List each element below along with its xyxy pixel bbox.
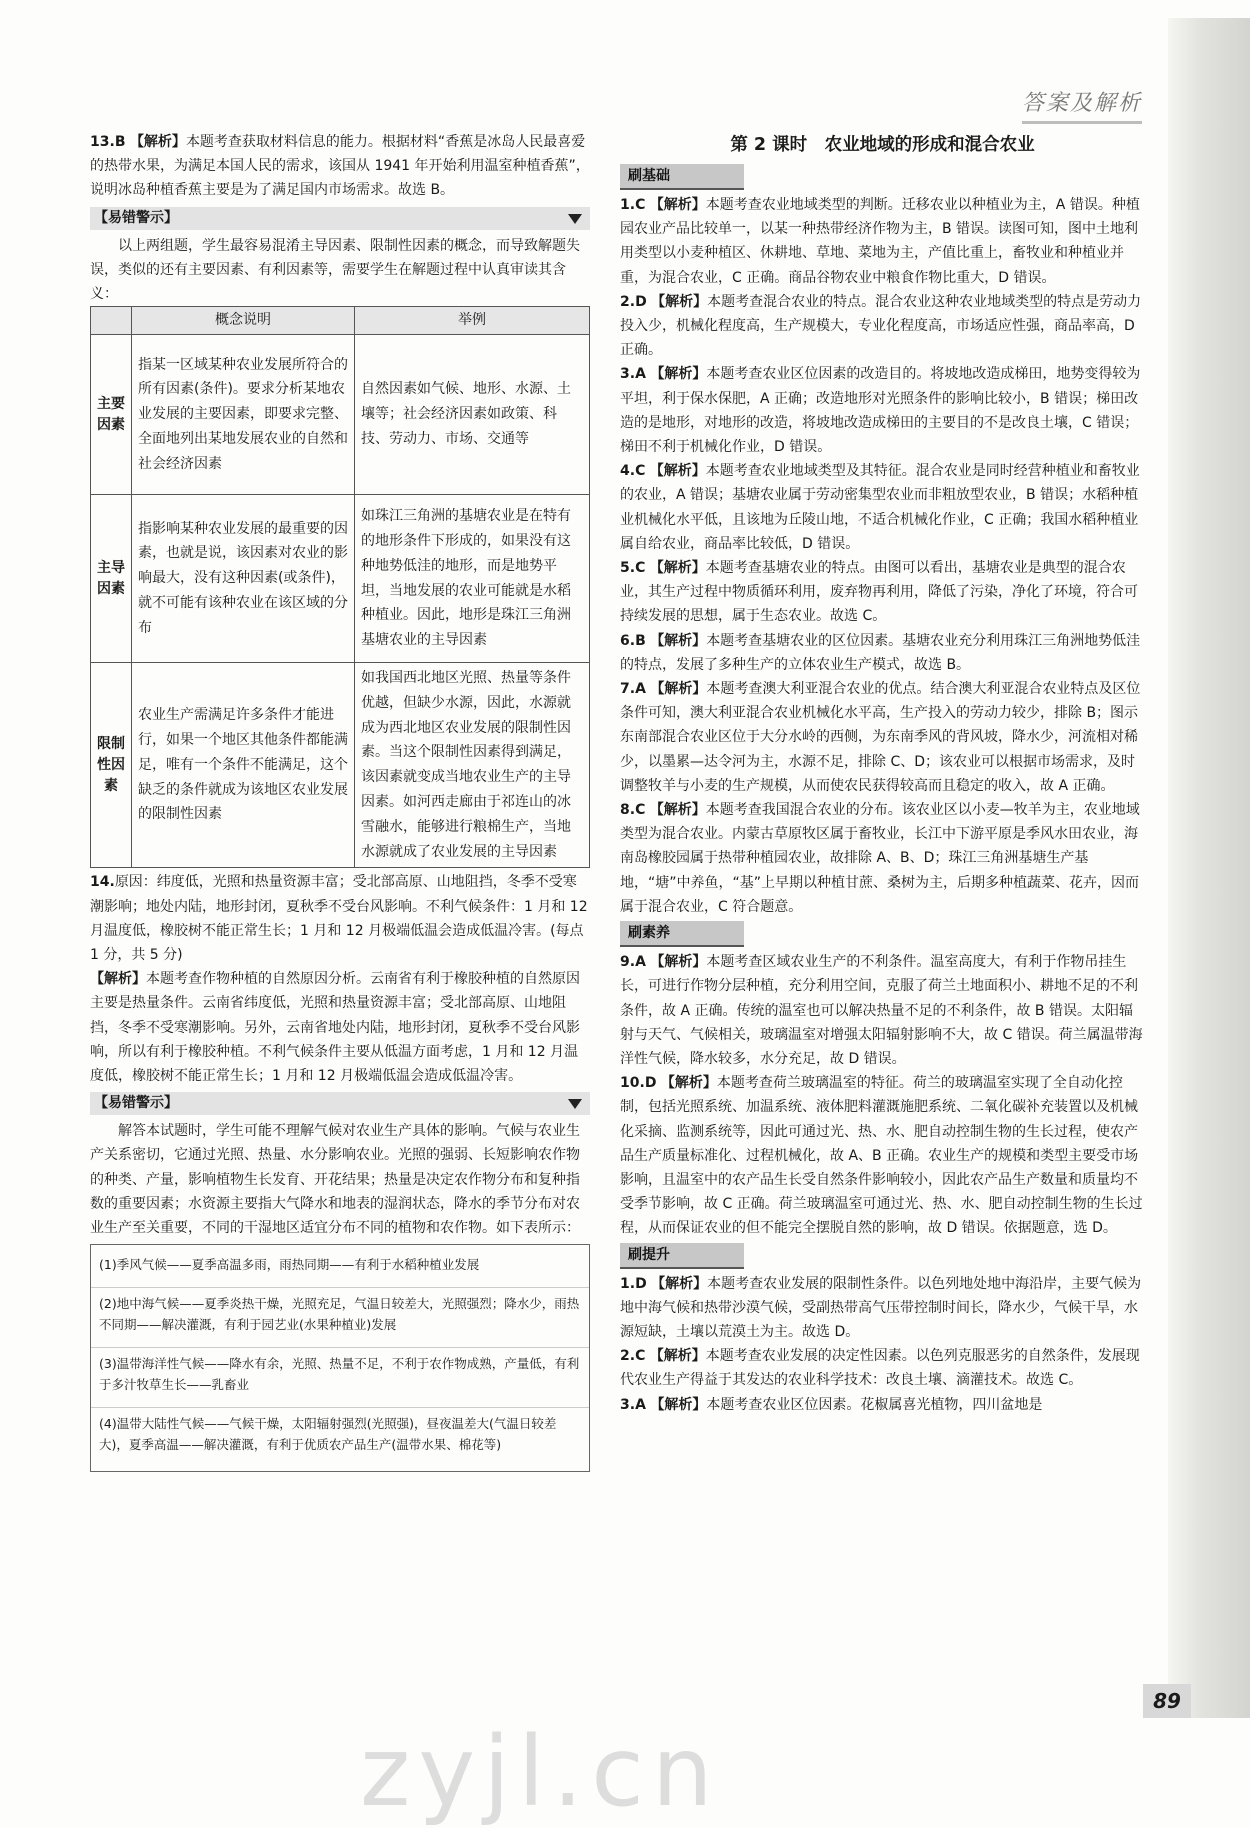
row-desc: 指某一区域某种农业发展所符合的所有因素(条件)。要求分析某地农业发展的主要因素，即要求完整、全面地列出某地发展农业的自然和社会经济因素 (132, 335, 355, 495)
climate-box (90, 1244, 590, 1472)
row-example: 如珠江三角洲的基塘农业是在特有的地形条件下形成的，如果没有这种地势低洼的地形，而是地势平坦，当地发展的农业可能就是水稻种植业。因此，地形是珠江三角洲基塘农业的主导因素 (355, 495, 590, 663)
answer-item: 9.A 【解析】本题考查区域农业生产的不利条件。温室高度大，有利于作物吊挂生长，可进行作物分层种植，充分利用空间，克服了荷兰土地面积小、耕地不足的不利条件，故 A 正确。传统的温室也可以解决热量不足的不利条件，故 B 错误。太阳辐射与天气、气候相关，玻璃温室对增强太阳辐射影响不大，故 C 错误。荷兰属温带海洋性气候，降水较多，水分充足，故 D 错误。 (620, 954, 1143, 1067)
climate-item: (4)温带大陆性气候——气候干燥，太阳辐射强烈(光照强)，昼夜温差大(气温日较差大)，夏季高温——解决灌溉，有利于优质农产品生产(温带水果、棉花等) (99, 1416, 557, 1453)
table-row (91, 663, 590, 868)
table-header: 概念说明 (132, 307, 355, 335)
row-desc: 农业生产需满足许多条件才能进行，如果一个地区其他条件都能满足，唯有一个条件不能满足，这个缺乏的条件就成为该地区农业发展的限制性因素 (132, 663, 355, 868)
table-header: 举例 (355, 307, 590, 335)
answer-item: 4.C 【解析】本题考查农业地域类型及其特征。混合农业是同时经营种植业和畜牧业的农业，A 错误；基塘农业属于劳动密集型农业而非粗放型农业，B 错误；水稻种植业机械化水平低，且该地为丘陵山地，不适合机械化作业，C 正确；我国水稻种植业属自给农业，商品率比较低，D 错误。 (620, 463, 1140, 552)
row-head: 主导因素 (91, 495, 132, 663)
watermark: zyjl.cn (360, 1716, 721, 1828)
question-14: 14.原因：纬度低，光照和热量资源丰富；受北部高原、山地阻挡，冬季不受寒潮影响；地处内陆，地形封闭，夏秋季不受台风影响。不利气候条件：1 月和 12 月温度低，橡胶树不能正常生长；1 月和 12 月极端低温会造成低温冷害。(每点 1 分，共 5 分) (90, 874, 588, 963)
answer-item: 5.C 【解析】本题考查基塘农业的特点。由图可以看出，基塘农业是典型的混合农业，其生产过程中物质循环利用，废弃物再利用，降低了污染，净化了环境，符合可持续发展的思想，属于生态农业。故选 C。 (620, 560, 1138, 625)
answer-item: 7.A 【解析】本题考查澳大利亚混合农业的优点。结合澳大利亚混合农业特点及区位条件可知，澳大利亚混合农业机械化水平高，生产投入的劳动力较少，排除 B；图示东南部混合农业区位于大分水岭的西侧，为东南季风的背风坡，降水少，河流相对稀少，以墨累—达令河为主，水源不足，排除 C、D；该农业可以根据市场需求，及时调整牧羊与小麦的生产规模，从而使农民获得较高而且稳定的收入，故 A 正确。 (620, 681, 1141, 794)
section-basic: 刷基础 (620, 164, 744, 190)
warning-text: 以上两组题，学生最容易混淆主导因素、限制性因素的概念，而导致解题失误，类似的还有主要因素、有利因素等，需要学生在解题过程中认真审读其含义： (90, 237, 580, 303)
left-column (90, 130, 590, 1472)
answer-item: 3.A 【解析】本题考查农业区位因素。花椒属喜光植物，四川盆地是 (620, 1396, 1043, 1413)
table-row (91, 335, 590, 495)
answer-item: 10.D 【解析】本题考查荷兰玻璃温室的特征。荷兰的玻璃温室实现了全自动化控制，包括光照系统、加温系统、液体肥料灌溉施肥系统、二氧化碳补充装置以及机械化采摘、监测系统等，因此可通过光、热、水、肥自动控制生物的生长过程，使农产品生产质量标准化、过程机械化，故 A、B 正确。农业生产的规模和类型主要受市场影响，且温室中的农产品生长受自然条件影响较小，因此农产品生产数量和质量均不受季节影响，故 C 正确。荷兰玻璃温室可通过光、热、水、肥自动控制生物的生长过程，从而保证农业的但不能完全摆脱自然的影响，故 D 错误。依据题意，选 D。 (620, 1075, 1143, 1237)
concept-table (90, 306, 590, 868)
climate-item: (2)地中海气候——夏季炎热干燥，光照充足，气温日较差大，光照强烈；降水少，雨热不同期——解决灌溉，有利于园艺业(水果种植业)发展 (99, 1296, 580, 1333)
triangle-down-icon (568, 1099, 582, 1109)
page-header: 答案及解析 (1022, 86, 1142, 124)
answer-item: 3.A 【解析】本题考查农业区位因素的改造目的。将坡地改造成梯田，地势变得较为平坦，利于保水保肥，A 正确；改造地形对光照条件的影响比较小，B 错误；梯田改造的是地形，对地形的改造，将坡地改造成梯田的主要目的不是改良土壤，C 错误；梯田不利于机械化作业，D 错误。 (620, 366, 1141, 456)
answer-item: 6.B 【解析】本题考查基塘农业的区位因素。基塘农业充分利用珠江三角洲地势低洼的特点，发展了多种生产的立体农业生产模式，故选 B。 (620, 632, 1141, 673)
row-example: 自然因素如气候、地形、水源、土壤等；社会经济因素如政策、科技、劳动力、市场、交通等 (355, 335, 590, 495)
lesson-title: 第 2 课时 农业地域的形成和混合农业 (730, 135, 1035, 155)
warning-text: 解答本试题时，学生可能不理解气候对农业生产具体的影响。气候与农业生产关系密切，它通过光照、热量、水分影响农业。光照的强弱、长短影响农作物的种类、产量，影响植物生长发育、开花结果；热量是决定农作物分布和复种指数的重要因素；水资源主要指大气降水和地表的湿润状态，降水的季节分布对农业生产至关重要，不同的干湿地区适宜分布不同的植物和农作物。如下表所示： (90, 1123, 580, 1237)
question-13: 13.B 【解析】本题考查获取材料信息的能力。根据材料“香蕉是冰岛人民最喜爱的热带水果，为满足本国人民的需求，该国从 1941 年开始利用温室种植香蕉”，说明冰岛种植香蕉主要是为了满足国内市场需求。故选 B。 (90, 134, 590, 199)
answer-item: 8.C 【解析】本题考查我国混合农业的分布。该农业区以小麦—牧羊为主，农业地域类型为混合农业。内蒙古草原牧区属于畜牧业，长江中下游平原是季风水田农业，海南岛橡胶园属于热带种植园农业，故排除 A、B、D；珠江三角洲基塘生产基地，“塘”中养鱼，“基”上早期以种植甘蔗、桑树为主，后期多种植蔬菜、花卉，因而属于混合农业，C 符合题意。 (620, 802, 1140, 915)
answer-item: 2.C 【解析】本题考查农业发展的决定性因素。以色列克服恶劣的自然条件，发展现代农业生产得益于其发达的农业科学技术：改良土壤、滴灌技术。故选 C。 (620, 1348, 1140, 1389)
error-warning-banner: 【易错警示】 (90, 1092, 590, 1115)
row-head: 主要因素 (91, 335, 132, 495)
divider (91, 1287, 589, 1288)
table-row (91, 495, 590, 663)
table-header-empty (91, 307, 132, 335)
climate-item: (3)温带海洋性气候——降水有余，光照、热量不足，不利于农作物成熟，产量低，有利于多汁牧草生长——乳畜业 (99, 1356, 580, 1393)
divider (91, 1407, 589, 1408)
error-warning-banner: 【易错警示】 (90, 207, 590, 230)
section-advance: 刷提升 (620, 1243, 744, 1269)
answer-item: 2.D 【解析】本题考查混合农业的特点。混合农业这种农业地域类型的特点是劳动力投入少，机械化程度高，生产规模大，专业化程度高，市场适应性强，商品率高，D 正确。 (620, 293, 1142, 359)
question-14-analysis: 【解析】本题考查作物种植的自然原因分析。云南省有利于橡胶种植的自然原因主要是热量条件。云南省纬度低，光照和热量资源丰富；受北部高原、山地阻挡，冬季不受寒潮影响。另外，云南省地处内陆，地形封闭，夏秋季不受台风影响，所以有利于橡胶种植。不利气候条件主要从低温方面考虑，1 月和 12 月温度低，橡胶树不能正常生长；1 月和 12 月极端低温会造成低温冷害。 (90, 971, 580, 1085)
right-column (620, 130, 1145, 1417)
row-head: 限制性因素 (91, 663, 132, 868)
divider (91, 1347, 589, 1348)
answer-item: 1.D 【解析】本题考查农业发展的限制性条件。以色列地处地中海沿岸，主要气候为地中海气候和热带沙漠气候，受副热带高气压带控制时间长，降水少，气候干旱，水源短缺，土壤以荒漠土为主。故选 D。 (620, 1275, 1142, 1340)
page-number: 89 (1143, 1684, 1191, 1718)
section-literacy: 刷素养 (620, 921, 744, 947)
row-example: 如我国西北地区光照、热量等条件优越，但缺少水源，因此，水源就成为西北地区农业发展的限制性因素。当这个限制性因素得到满足，该因素就变成当地农业生产的主导因素。如河西走廊由于祁连山的冰雪融水，能够进行粮棉生产，当地水源就成了农业发展的主导因素 (355, 663, 590, 868)
map-background-strip (1168, 18, 1250, 1718)
row-desc: 指影响某种农业发展的最重要的因素，也就是说，该因素对农业的影响最大，没有这种因素(或条件)，就不可能有该种农业在该区域的分布 (132, 495, 355, 663)
climate-item: (1)季风气候——夏季高温多雨，雨热同期——有利于水稻种植业发展 (99, 1257, 480, 1273)
triangle-down-icon (568, 214, 582, 224)
answer-item: 1.C 【解析】本题考查农业地域类型的判断。迁移农业以种植业为主，A 错误。种植园农业产品比较单一，以某一种热带经济作物为主，B 错误。读图可知，图中土地利用类型以小麦种植区、休耕地、草地、菜地为主，产值比重上，畜牧业和种植业并重，为混合农业，C 正确。商品谷物农业中粮食作物比重大，D 错误。 (620, 197, 1140, 286)
